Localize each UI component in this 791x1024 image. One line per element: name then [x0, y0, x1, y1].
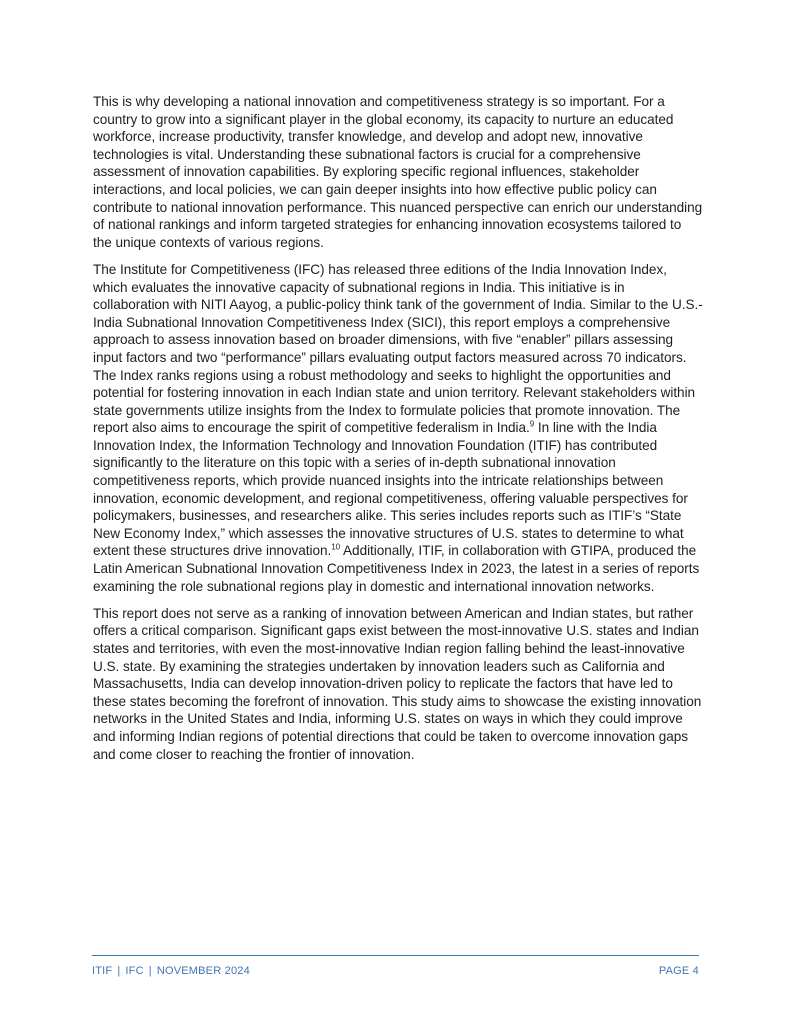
- footer-org-itif: ITIF: [92, 965, 113, 977]
- footer-publisher: [92, 964, 250, 978]
- paragraph-2: [93, 261, 703, 595]
- paragraph-2-part-2: In line with the India Innovation Index, the Information Technology and Innovation Foundation (ITIF) has contributed significantly to the literature on this topic with a series of in-depth subnational innovation competitiveness reports, which provide nuanced insights into the intricate relationships between innovation, economic development, and regional competitiveness, offering valuable perspectives for policymakers, businesses, and researchers alike. This series includes reports such as ITIF’s “State New Economy Index,” which assesses the innovative structures of U.S. states to determine to what extent these structures drive innovation.: [93, 420, 688, 559]
- body-text: [93, 93, 703, 773]
- paragraph-2-part-3: Additionally, ITIF, in collaboration with GTIPA, produced the Latin American Subnational Innovation Competitiveness Index in 2023, the latest in a series of reports examining the role subnational regions play in domestic and international innovation networks.: [93, 543, 700, 594]
- footer-separator: |: [117, 965, 121, 977]
- page-footer: [92, 964, 699, 978]
- paragraph-1: This is why developing a national innovation and competitiveness strategy is so important. For a country to grow into a significant player in the global economy, its capacity to nurture an educated workforce, increase productivity, transfer knowledge, and develop and adopt new, innovative technologies is vital. Understanding these subnational factors is crucial for a comprehensive assessment of innovation capabilities. By exploring specific regional influences, stakeholder interactions, and local policies, we can gain deeper insights into how effective public policy can contribute to national innovation performance. This nuanced perspective can enrich our understanding of national rankings and inform targeted strategies for enhancing innovation ecosystems tailored to the unique contexts of various regions.: [93, 94, 703, 250]
- footer-divider: [92, 955, 699, 956]
- paragraph-2-part-1: The Institute for Competitiveness (IFC) has released three editions of the India Innovation Index, which evaluates the innovative capacity of subnational regions in India. This initiative is in collaboration with NITI Aayog, a public-policy think tank of the government of India. Similar to the U.S.-India Subnational Innovation Competitiveness Index (SICI), this report employs a comprehensive approach to assess innovation based on broader dimensions, with five “enabler” pillars assessing input factors and two “performance” pillars evaluating output factors measured across 70 indicators. The Index ranks regions using a robust methodology and seeks to highlight the opportunities and potential for fostering innovation in each Indian state and union territory. Relevant stakeholders within state governments utilize insights from the Index to formulate policies that promote innovation. The report also aims to encourage the spirit of competitive federalism in India.: [93, 261, 703, 436]
- footer-page-number: PAGE 4: [658, 965, 699, 977]
- footer-org-ifc: IFC: [125, 965, 144, 977]
- paragraph-3: This report does not serve as a ranking of innovation between American and Indian states, but rather offers a critical comparison. Significant gaps exist between the most-innovative U.S. states and Indian states and territories, with even the most-innovative Indian region falling behind the least-innovative U.S. state. By examining the strategies undertaken by innovation leaders such as California and Massachusetts, India can develop innovation-driven policy to replicate the factors that have led to these states becoming the forefront of innovation. This study aims to showcase the existing innovation networks in the United States and India, informing U.S. states on ways in which they could improve and informing Indian regions of potential directions that could be taken to overcome innovation gaps and come closer to reaching the frontier of innovation.: [93, 605, 702, 762]
- footnote-ref-9[interactable]: 9: [529, 419, 535, 429]
- footnote-ref-10[interactable]: 10: [331, 542, 341, 552]
- footer-date: NOVEMBER 2024: [156, 965, 250, 977]
- footer-separator: |: [148, 965, 152, 977]
